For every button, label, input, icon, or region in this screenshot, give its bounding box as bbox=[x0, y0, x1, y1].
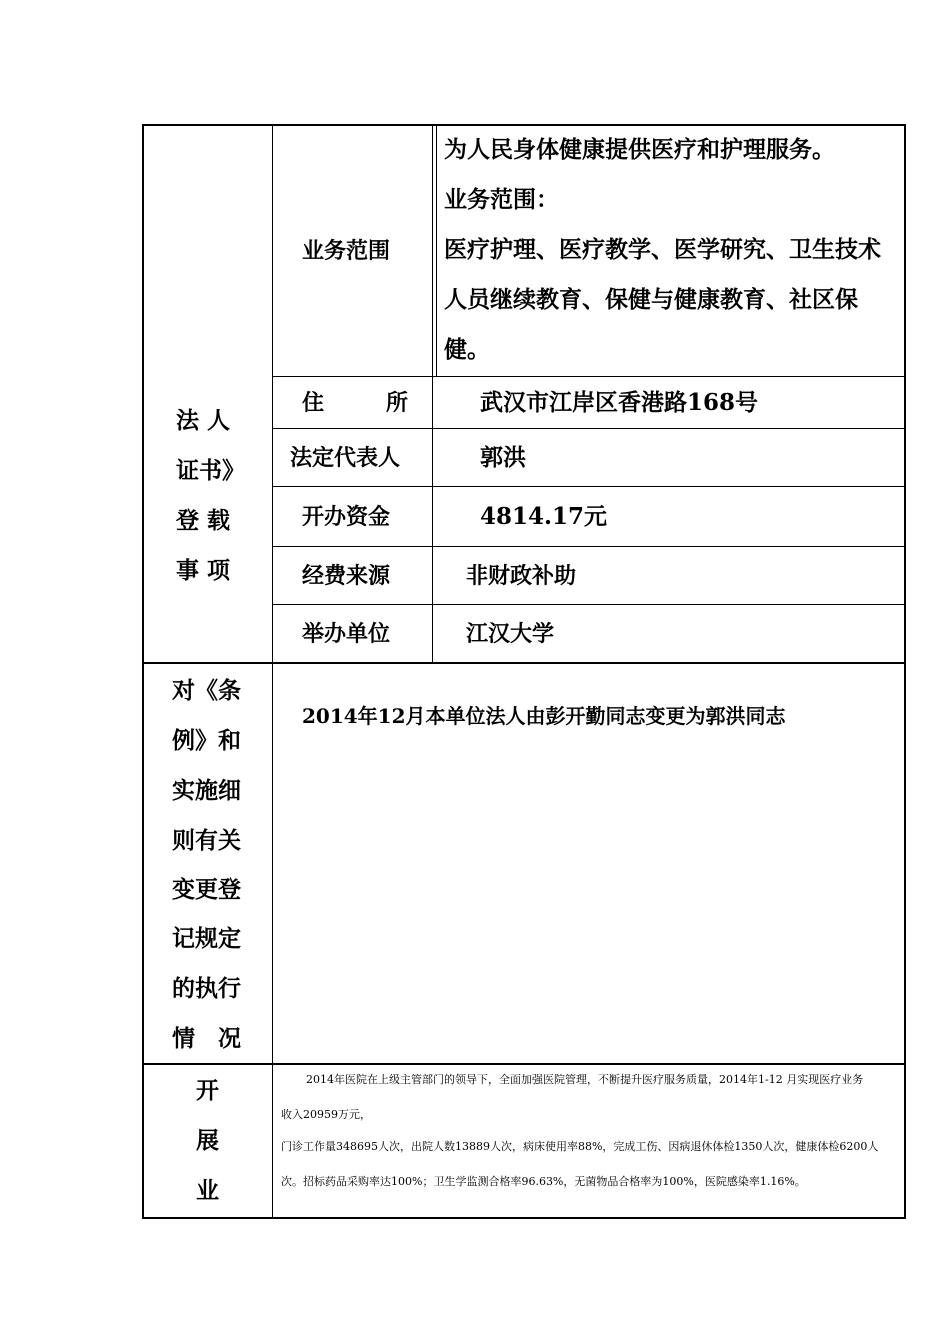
side-label-line: 业 bbox=[196, 1177, 219, 1204]
legal-representative-value: 郭洪 bbox=[480, 444, 526, 471]
row-label-sponsor: 举办单位 bbox=[302, 621, 391, 647]
side-column-divider bbox=[272, 124, 273, 1219]
label-column-divider-inner bbox=[436, 124, 437, 376]
registered-capital-value: 4814.17元 bbox=[480, 503, 608, 530]
business-report-line: 收入20959万元， bbox=[281, 1108, 371, 1121]
section-separator bbox=[142, 662, 906, 664]
row-label-address: 住 所 bbox=[302, 390, 415, 416]
label-column-divider bbox=[432, 124, 433, 663]
business-report-line: 门诊工作量348695人次，出院人数13889人次，病床使用率88%，完成工伤、因病退休体检1350人次，健康体检6200人 bbox=[281, 1140, 879, 1153]
side-label-line: 例》和 bbox=[172, 727, 241, 754]
section-separator bbox=[142, 1063, 906, 1065]
row-label-funding-source: 经费来源 bbox=[302, 563, 391, 589]
row-separator bbox=[272, 604, 905, 605]
table-left-border bbox=[142, 124, 144, 1219]
row-label-registered-capital: 开办资金 bbox=[302, 504, 391, 530]
side-label-line: 对《条 bbox=[172, 677, 241, 704]
business-report-line: 2014年医院在上级主管部门的领导下，全面加强医院管理，不断提升医疗服务质量，2014年1-12 月实现医疗业务 bbox=[306, 1073, 864, 1086]
side-label-line: 变更登 bbox=[172, 876, 241, 903]
business-scope-line: 为人民身体健康提供医疗和护理服务。 bbox=[444, 136, 835, 163]
side-label-line: 则有关 bbox=[172, 827, 241, 854]
regulation-change-text: 2014年12月本单位法人由彭开勤同志变更为郭洪同志 bbox=[302, 704, 786, 728]
business-scope-line: 健。 bbox=[444, 336, 490, 363]
row-separator bbox=[272, 546, 905, 547]
business-scope-line: 人员继续教育、保健与健康教育、社区保 bbox=[444, 286, 858, 313]
table-right-border bbox=[904, 124, 906, 1219]
side-label-line: 开 bbox=[196, 1077, 219, 1104]
side-label-line: 情 况 bbox=[172, 1025, 241, 1052]
table-top-border bbox=[142, 124, 906, 126]
side-label-line: 实施细 bbox=[172, 777, 241, 804]
side-label-line: 法 人 bbox=[176, 407, 231, 434]
side-label-line: 事 项 bbox=[176, 557, 231, 584]
row-separator bbox=[272, 486, 905, 487]
address-value: 武汉市江岸区香港路168号 bbox=[480, 389, 759, 416]
row-label-legal-representative: 法定代表人 bbox=[290, 445, 401, 471]
table-bottom-border bbox=[142, 1217, 906, 1219]
row-label-business-scope: 业务范围 bbox=[302, 238, 391, 264]
business-scope-line: 业务范围： bbox=[444, 186, 559, 213]
row-separator bbox=[272, 376, 905, 377]
row-separator bbox=[272, 428, 905, 429]
side-label-line: 的执行 bbox=[172, 975, 241, 1002]
business-report-line: 次。招标药品采购率达100%；卫生学监测合格率96.63%，无菌物品合格率为100%，医院感染率1.16%。 bbox=[281, 1175, 806, 1188]
business-scope-line: 医疗护理、医疗教学、医学研究、卫生技术 bbox=[444, 236, 881, 263]
side-label-line: 展 bbox=[196, 1127, 219, 1154]
side-label-line: 登 载 bbox=[176, 507, 231, 534]
side-label-line: 记规定 bbox=[172, 925, 241, 952]
funding-source-value: 非财政补助 bbox=[466, 563, 577, 589]
sponsor-value: 江汉大学 bbox=[466, 621, 555, 647]
side-label-line: 证书》 bbox=[176, 457, 245, 484]
